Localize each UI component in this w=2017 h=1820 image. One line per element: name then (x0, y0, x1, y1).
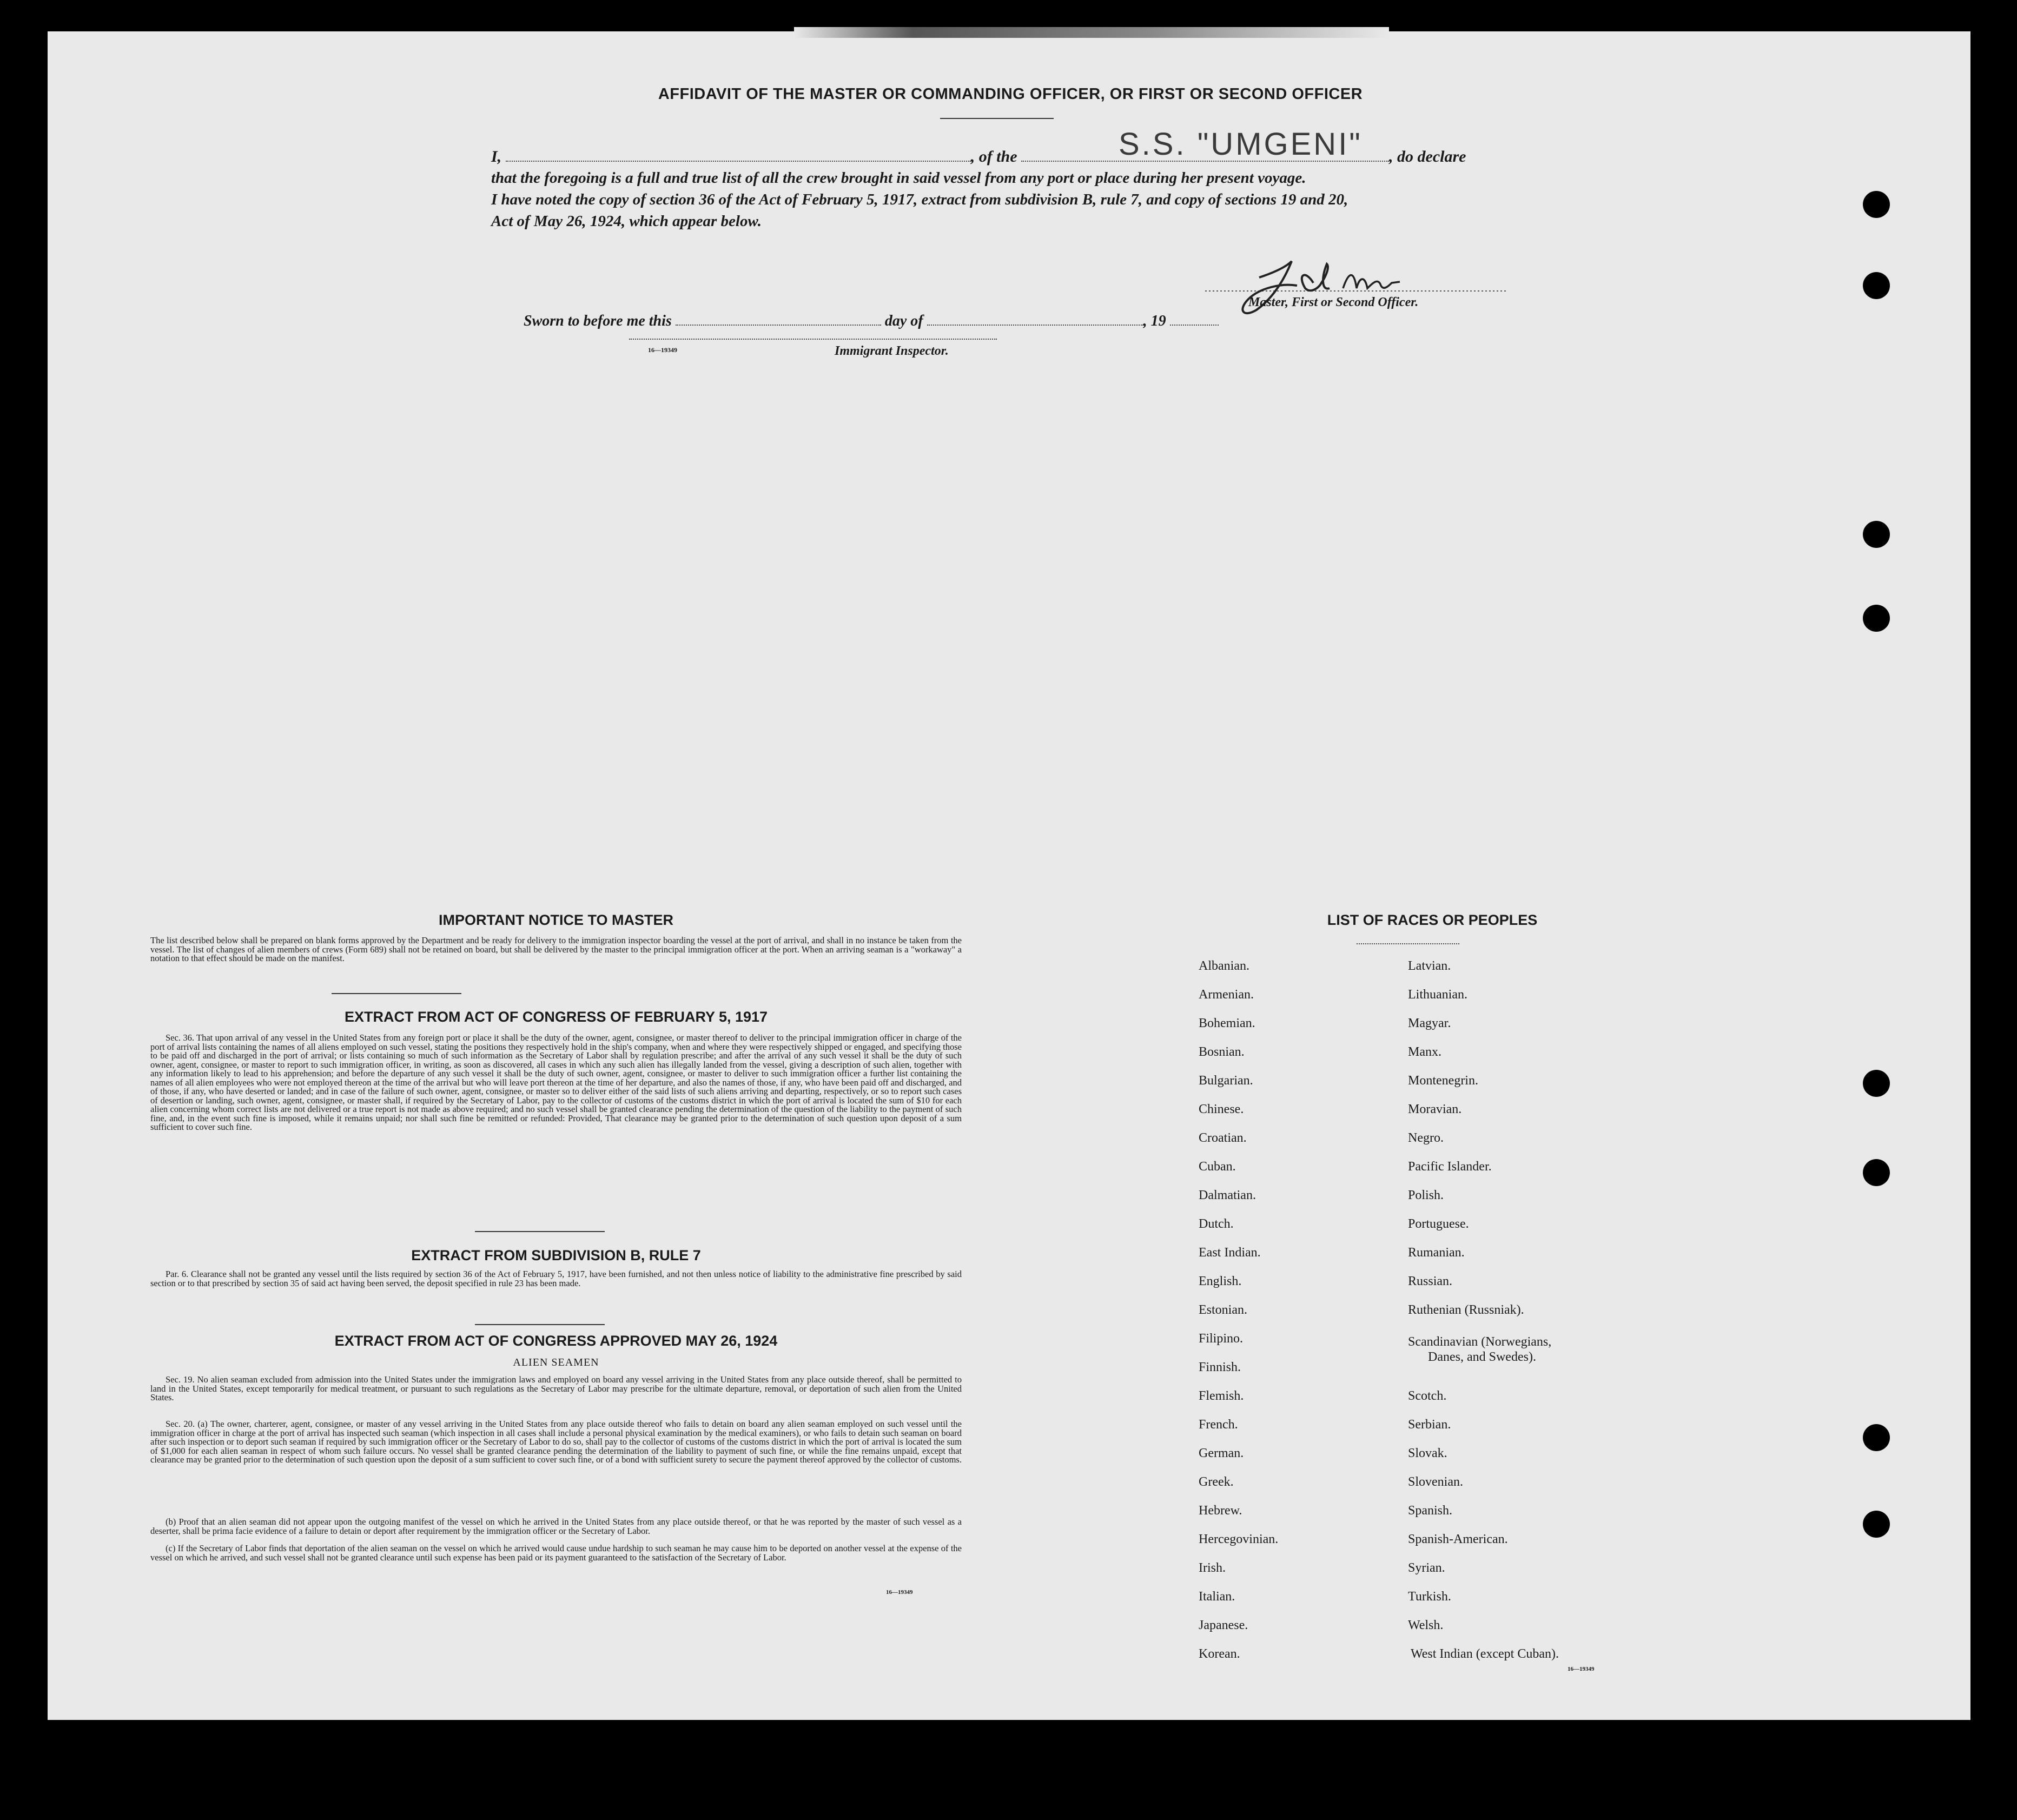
races-title-divider (1357, 943, 1459, 944)
notice-title: IMPORTANT NOTICE TO MASTER (439, 912, 673, 928)
section-divider (475, 1324, 605, 1325)
race-item: English. (1199, 1274, 1242, 1288)
name-blank (506, 158, 971, 162)
affidavit-title: AFFIDAVIT OF THE MASTER OR COMMANDING OFFICER, OR FIRST OR SECOND OFFICER (658, 85, 1363, 103)
rule7-text: Par. 6. Clearance shall not be granted any vessel until the lists required by section 36 of the Act of February 5, 1917, have been furnished, and not then unless notice of liability to the administrative fine prescribed by said section or to that prescribed by section 35 of said act having been served, the deposit specified in rule 23 has been made. (150, 1269, 962, 1288)
race-item: Welsh. (1408, 1618, 1444, 1632)
race-item: Hercegovinian. (1199, 1532, 1279, 1546)
race-item: Manx. (1408, 1045, 1441, 1059)
race-item: Danes, and Swedes). (1428, 1350, 1536, 1364)
race-item: Bohemian. (1199, 1016, 1255, 1030)
race-item: Bulgarian. (1199, 1074, 1253, 1088)
punch-hole (1863, 1070, 1890, 1097)
sec20c-text: (c) If the Secretary of Labor finds that deportation of the alien seaman on the vessel on which he arrived would cause undue hardship to such seaman he may cause him to be deported on another vessel at the expense of the vessel on which he arrived, and such vessel shall not be granted clearance until such expense has been paid or its payment guaranteed to the satisfaction of the Secretary of Labor. (150, 1543, 962, 1563)
race-item: Serbian. (1408, 1418, 1451, 1432)
race-item: Scotch. (1408, 1389, 1447, 1403)
race-item: Hebrew. (1199, 1504, 1242, 1518)
extract-1917-title: EXTRACT FROM ACT OF CONGRESS OF FEBRUARY 5, 1917 (344, 1009, 768, 1025)
race-item: Negro. (1408, 1131, 1444, 1145)
notice-text: The list described below shall be prepared on blank forms approved by the Department and be ready for delivery to the immigration inspector boarding the vessel at the port of arrival, and shall in no instance be taken from the vessel. The list of changes of alien members of crews (Form 689) shall not be retained on board, but shall be delivered by the master to the principal immigration officer at the port. When an arriving seaman is a "workaway" a notation to that effect should be made on the manifest. (150, 935, 962, 963)
race-item: West Indian (except Cuban). (1411, 1647, 1559, 1661)
race-item: Syrian. (1408, 1561, 1445, 1575)
race-item: Lithuanian. (1408, 988, 1467, 1002)
punch-hole (1863, 191, 1890, 218)
race-item: Spanish-American. (1408, 1532, 1508, 1546)
form-code: 16—19349 (648, 346, 677, 354)
races-title: LIST OF RACES OR PEOPLES (1327, 912, 1538, 928)
punch-hole (1863, 272, 1890, 299)
sec19-text: Sec. 19. No alien seaman excluded from admission into the United States under the immigration laws and employed on board any vessel arriving in the United States from any place outside thereof, shall be permitted to land in the United States, except temporarily for medical treatment, or pursuant to such regulations as the Secretary of Labor may prescribe for the ultimate departure, removal, or deportation of such alien from the United States. (150, 1374, 962, 1402)
race-item: Filipino. (1199, 1332, 1244, 1346)
form-code: 16—19349 (1568, 1666, 1595, 1672)
race-item: Rumanian. (1408, 1246, 1465, 1260)
sworn-day-label: day of (884, 313, 923, 329)
sworn-line (524, 313, 1219, 330)
inspector-signature-line (629, 339, 997, 340)
race-item: Italian. (1199, 1590, 1235, 1604)
form-code: 16—19349 (886, 1589, 913, 1596)
race-item: Flemish. (1199, 1389, 1244, 1403)
race-item: Spanish. (1408, 1504, 1453, 1518)
race-item: Ruthenian (Russniak). (1408, 1303, 1524, 1317)
sworn-label: Sworn to before me this (524, 313, 672, 329)
sworn-year-label: , 19 (1143, 313, 1166, 329)
section-divider (475, 1231, 605, 1232)
race-item: Korean. (1199, 1647, 1240, 1661)
race-item: Greek. (1199, 1475, 1234, 1489)
race-item: Estonian. (1199, 1303, 1247, 1317)
signature-caption: Master, First or Second Officer. (1248, 295, 1419, 309)
extract-1917-text: Sec. 36. That upon arrival of any vessel in the United States from any foreign port or place it shall be the duty of the owner, agent, consignee, or master thereof to deliver to the principal immigration officer in charge of the port of arrival lists containing the names of all aliens employed on such vessel, stating the positions they respectively hold in the ship's company, when and where they were respectively shipped or engaged, and specifying those to be paid off and discharged in the port of arrival; or lists containing so much of such information as the Secretary of Labor shall by regulation prescribe; and after the arrival of any such vessel it shall be the duty of such owner, agent, consignee, or master to report to such immigration officer, in writing, as soon as discovered, all cases in which any such alien has illegally landed from the vessel, giving a description of such alien, together with any information likely to lead to his apprehension; and before the departure of any such vessel it shall be the duty of such owner, agent, consignee, or master to deliver to such immigration officer a further list containing the names of all alien employees who were not employed thereon at the time of the arrival but who will leave port thereon at the time of her departure, and also the names of those, if any, who have been paid off and discharged, and of those, if any, who have deserted or landed; and in case of the failure of such owner, agent, consignee, or master so to deliver either of the said lists of such aliens arriving and departing, respectively, or so to report such cases of desertion or landing, such owner, agent, consignee, or master shall, if required by the Secretary of Labor, pay to the collector of customs of the customs district in which the port of arrival is located the sum of $10 for each alien concerning whom correct lists are not delivered or a true report is not made as above required; and no such vessel shall be granted clearance pending the determination of the question of the liability to the payment of such fine, and, in the event such fine is imposed, while it remains unpaid; nor shall such fine be remitted or refunded: Provided, That clearance may be granted prior to the determination of such question upon deposit of a sum sufficient to cover such fine. (150, 1033, 962, 1132)
race-item: Scandinavian (Norwegians, (1408, 1335, 1552, 1349)
race-item: Dutch. (1199, 1217, 1234, 1231)
rule7-title: EXTRACT FROM SUBDIVISION B, RULE 7 (411, 1247, 701, 1263)
race-item: Russian. (1408, 1274, 1453, 1288)
sec20b-text: (b) Proof that an alien seaman did not appear upon the outgoing manifest of the vessel on which he arrived in the United States from any place outside thereof, or that he was reported by the master of such vessel as a deserter, shall be prima facie evidence of a failure to detain or deport after requirement by the immigration officer or the Secretary of Labor. (150, 1517, 962, 1536)
declaration-line-3: I have noted the copy of section 36 of the Act of February 5, 1917, extract from subdivision B, rule 7, and copy of sections 19 and 20, (491, 191, 1348, 208)
race-item: Dalmatian. (1199, 1188, 1256, 1202)
sworn-year-blank (1170, 322, 1219, 326)
section-divider (332, 993, 461, 994)
race-item: Cuban. (1199, 1160, 1236, 1174)
inspector-label: Immigrant Inspector. (835, 344, 949, 358)
document-page (48, 31, 1970, 1720)
declaration-line-2: that the foregoing is a full and true list of all the crew brought in said vessel from any port or place during her present voyage. (491, 169, 1306, 187)
extract-1924-title: EXTRACT FROM ACT OF CONGRESS APPROVED MAY 26, 1924 (334, 1333, 778, 1349)
race-item: Portuguese. (1408, 1217, 1469, 1231)
punch-hole (1863, 1511, 1890, 1538)
sworn-date-blank (676, 322, 881, 326)
scan-blemish (794, 27, 1389, 38)
sec20a-text: Sec. 20. (a) The owner, charterer, agent, consignee, or master of any vessel arriving in the United States from any place outside thereof who fails to detain on board any alien seaman employed on such vessel until the immigration officer in charge at the port of arrival has inspected such seaman (which inspection in all cases shall include a personal physical examination by the medical examiners), or who fails to detain such seaman on board after such inspection or to deport such seaman if required by such immigration officer or the Secretary of Labor to do so, shall pay to the collector of customs of the customs district in which the port of arrival is located the sum of $1,000 for each alien seaman in respect of whom such failure occurs. No vessel shall be granted clearance pending the determination of the liability to payment of such fine, or while the fine remains unpaid, except that clearance may be granted prior to the determination of such question upon the deposit of a sum sufficient to cover such fine, or of a bond with sufficient surety to secure the payment thereof approved by the collector of customs. (150, 1419, 962, 1465)
race-item: Moravian. (1408, 1102, 1462, 1116)
punch-hole (1863, 1424, 1890, 1451)
race-item: Polish. (1408, 1188, 1444, 1202)
race-item: German. (1199, 1446, 1244, 1460)
declaration-line-4: Act of May 26, 1924, which appear below. (491, 213, 762, 230)
race-item: Armenian. (1199, 988, 1254, 1002)
sworn-month-blank (927, 322, 1143, 326)
race-item: East Indian. (1199, 1246, 1261, 1260)
race-item: French. (1199, 1418, 1238, 1432)
title-divider (940, 118, 1054, 119)
race-item: Chinese. (1199, 1102, 1244, 1116)
race-item: Albanian. (1199, 959, 1249, 973)
race-item: Turkish. (1408, 1590, 1451, 1604)
punch-hole (1863, 521, 1890, 548)
race-item: Latvian. (1408, 959, 1451, 973)
race-item: Pacific Islander. (1408, 1160, 1492, 1174)
race-item: Croatian. (1199, 1131, 1247, 1145)
race-item: Japanese. (1199, 1618, 1248, 1632)
race-item: Bosnian. (1199, 1045, 1245, 1059)
race-item: Irish. (1199, 1561, 1226, 1575)
race-item: Slovenian. (1408, 1475, 1463, 1489)
race-item: Montenegrin. (1408, 1074, 1478, 1088)
race-item: Magyar. (1408, 1016, 1451, 1030)
race-item: Finnish. (1199, 1360, 1241, 1374)
alien-seamen-subtitle: ALIEN SEAMEN (513, 1356, 599, 1368)
punch-hole (1863, 1159, 1890, 1186)
vessel-name-stamp: S.S. "UMGENI" (1119, 127, 1363, 162)
declaration-i-label: I, (491, 148, 502, 166)
race-item: Slovak. (1408, 1446, 1447, 1460)
declaration-of-label: , of the (970, 148, 1017, 166)
officer-signature (1205, 245, 1508, 329)
punch-hole (1863, 605, 1890, 632)
declaration-end-label: , do declare (1389, 148, 1466, 166)
